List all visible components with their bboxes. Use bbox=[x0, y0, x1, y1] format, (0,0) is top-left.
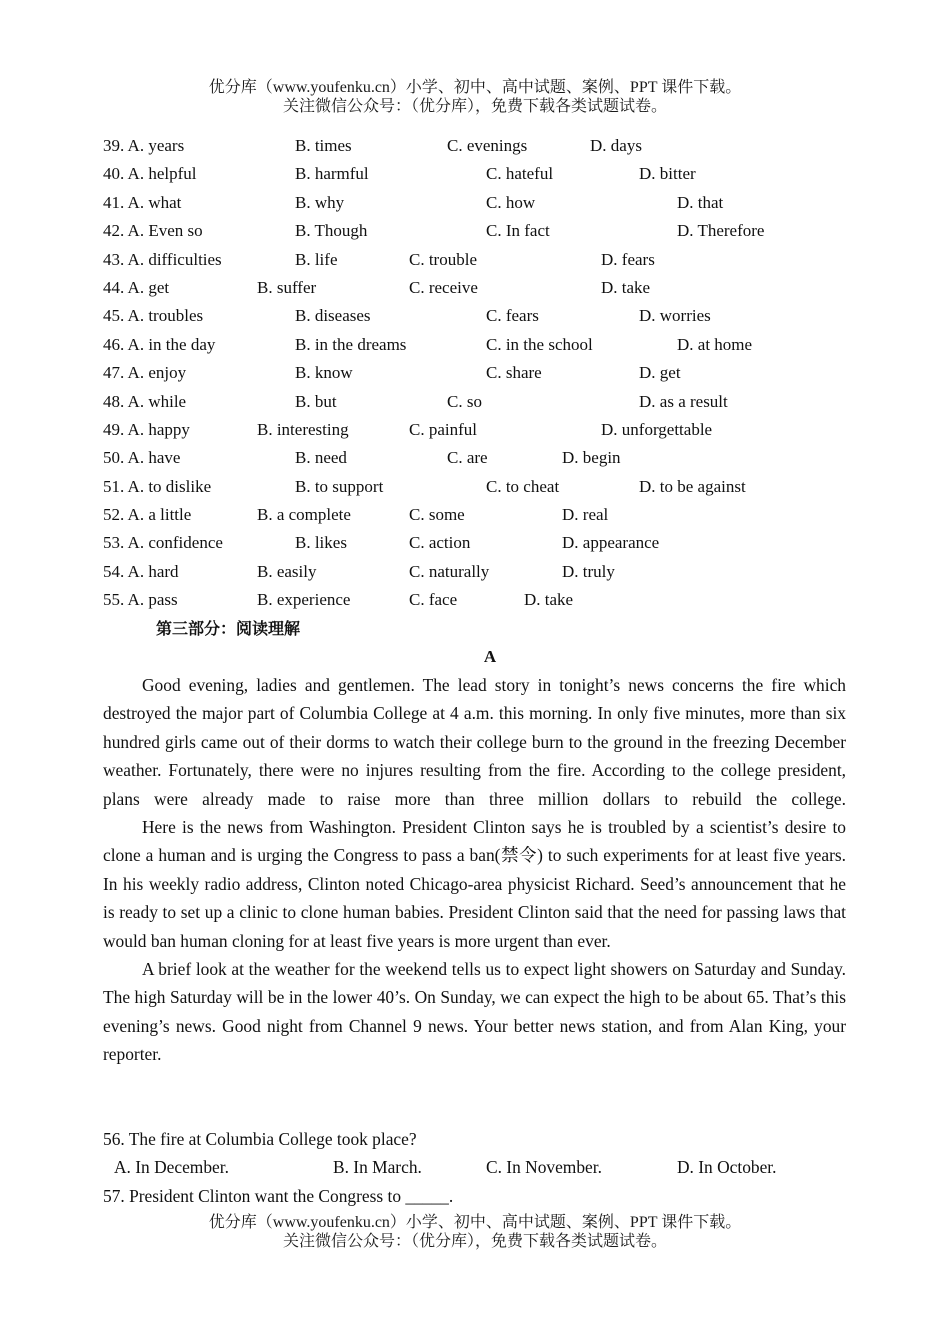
cloze-option-b: B. easily bbox=[257, 561, 317, 581]
cloze-option-row bbox=[0, 302, 950, 330]
cloze-option-c: C. in the school bbox=[486, 334, 593, 354]
cloze-option-c: C. so bbox=[447, 391, 482, 411]
cloze-option-c: C. fears bbox=[486, 306, 539, 326]
question-56-options bbox=[0, 1153, 950, 1181]
cloze-option-b: B. why bbox=[295, 192, 345, 212]
cloze-option-d: D. at home bbox=[677, 334, 753, 354]
cloze-option-c: C. In fact bbox=[486, 221, 550, 241]
cloze-option-c: C. share bbox=[486, 363, 542, 383]
cloze-option-d: D. appearance bbox=[562, 533, 660, 553]
cloze-option-d: D. worries bbox=[639, 306, 711, 326]
cloze-option-row bbox=[0, 331, 950, 359]
cloze-option-a: 52. A. a little bbox=[103, 505, 192, 525]
cloze-option-a: 50. A. have bbox=[103, 448, 181, 468]
cloze-option-d: D. take bbox=[601, 277, 651, 297]
cloze-option-a: 49. A. happy bbox=[103, 419, 190, 439]
cloze-option-b: B. a complete bbox=[257, 505, 351, 525]
cloze-option-row bbox=[0, 501, 950, 529]
cloze-option-row bbox=[0, 529, 950, 557]
question-56-option-a: A. In December. bbox=[114, 1157, 229, 1177]
question-56-stem: 56. The fire at Columbia College took place? bbox=[103, 1129, 417, 1149]
cloze-option-d: D. Therefore bbox=[677, 221, 765, 241]
cloze-option-a: 46. A. in the day bbox=[103, 334, 216, 354]
cloze-options bbox=[0, 132, 950, 615]
cloze-option-a: 41. A. what bbox=[103, 192, 182, 212]
cloze-option-a: 44. A. get bbox=[103, 277, 170, 297]
header-line-2: 关注微信公众号：（优分库），免费下载各类试题试卷。 bbox=[282, 98, 667, 115]
cloze-option-row bbox=[0, 274, 950, 302]
cloze-option-b: B. suffer bbox=[257, 277, 317, 297]
cloze-option-b: B. Though bbox=[295, 221, 368, 241]
cloze-option-c: C. evenings bbox=[447, 136, 528, 155]
cloze-option-row bbox=[0, 416, 950, 444]
cloze-option-b: B. to support bbox=[295, 476, 384, 496]
cloze-option-b: B. but bbox=[295, 391, 337, 411]
cloze-option-c: C. naturally bbox=[409, 561, 490, 581]
cloze-option-a: 39. A. years bbox=[103, 136, 185, 155]
cloze-option-a: 43. A. difficulties bbox=[103, 249, 222, 269]
cloze-option-c: C. how bbox=[486, 192, 536, 212]
page-footer bbox=[0, 1213, 950, 1251]
page-header bbox=[0, 78, 950, 116]
cloze-option-row bbox=[0, 132, 950, 160]
cloze-option-a: 42. A. Even so bbox=[103, 221, 203, 241]
cloze-option-row bbox=[0, 359, 950, 387]
cloze-option-b: B. experience bbox=[257, 590, 351, 610]
footer-line-2: 关注微信公众号：（优分库），免费下载各类试题试卷。 bbox=[282, 1233, 667, 1250]
cloze-option-c: C. hateful bbox=[486, 164, 554, 184]
cloze-option-row bbox=[0, 473, 950, 501]
cloze-option-a: 47. A. enjoy bbox=[103, 363, 187, 383]
cloze-option-a: 53. A. confidence bbox=[103, 533, 223, 553]
cloze-option-d: D. fears bbox=[601, 249, 655, 269]
passage-paragraph-1: Good evening, ladies and gentlemen. The lead story in tonight’s news concerns the fire which destroyed the major part of Columbia College at 4 a.m. this morning. In only five minutes, more than six hundred girls came out of their dorms to watch their college burn to the ground in the freezing December weather. Fortunately, there were no injures resulting from the fire. According to the college president, plans were already made to raise more than three million dollars to rebuild the college. bbox=[103, 675, 846, 809]
cloze-option-d: D. bitter bbox=[639, 164, 696, 184]
footer-line-1: 优分库（www.youfenku.cn）小学、初中、高中试题、案例、PPT 课件下载。 bbox=[208, 1214, 742, 1231]
cloze-option-row bbox=[0, 388, 950, 416]
cloze-option-a: 51. A. to dislike bbox=[103, 476, 212, 496]
cloze-option-row bbox=[0, 189, 950, 217]
cloze-option-a: 40. A. helpful bbox=[103, 164, 197, 184]
cloze-option-c: C. trouble bbox=[409, 249, 477, 269]
cloze-option-d: D. unforgettable bbox=[601, 419, 713, 439]
cloze-option-d: D. get bbox=[639, 363, 681, 383]
cloze-option-d: D. that bbox=[677, 192, 724, 212]
cloze-option-row bbox=[0, 217, 950, 245]
question-57-stem: 57. President Clinton want the Congress to _____. bbox=[103, 1186, 454, 1206]
cloze-option-c: C. receive bbox=[409, 277, 478, 297]
cloze-option-b: B. interesting bbox=[257, 419, 349, 439]
cloze-option-row bbox=[0, 160, 950, 188]
cloze-option-a: 48. A. while bbox=[103, 391, 187, 411]
cloze-option-c: C. are bbox=[447, 448, 488, 468]
cloze-option-d: D. truly bbox=[562, 561, 615, 581]
cloze-option-c: C. action bbox=[409, 533, 471, 553]
passage bbox=[103, 671, 846, 1069]
cloze-option-d: D. begin bbox=[562, 448, 621, 468]
cloze-option-c: C. face bbox=[409, 590, 458, 610]
question-56-option-c: C. In November. bbox=[486, 1157, 602, 1177]
passage-paragraph-2: Here is the news from Washington. President Clinton says he is troubled by a scientist’s desire to clone a human and is urging the Congress to pass a ban(禁令) to such experiments for at least five years. In his weekly radio address, Clinton noted Chicago-area physicist Richard. Seed’s announcement that he is ready to set up a clinic to clone human babies. President Clinton said that the need for passing laws that would ban human cloning for at least five years is more urgent than ever. bbox=[103, 817, 846, 951]
cloze-option-a: 55. A. pass bbox=[103, 590, 178, 610]
cloze-option-row bbox=[0, 444, 950, 472]
cloze-option-b: B. times bbox=[295, 136, 352, 155]
cloze-option-row bbox=[0, 586, 950, 614]
cloze-option-a: 54. A. hard bbox=[103, 561, 179, 581]
cloze-option-b: B. diseases bbox=[295, 306, 371, 326]
cloze-option-d: D. take bbox=[524, 590, 574, 610]
cloze-option-row bbox=[0, 558, 950, 586]
cloze-option-b: B. need bbox=[295, 448, 347, 468]
passage-paragraph-3: A brief look at the weather for the weekend tells us to expect light showers on Saturday and Sunday. The high Saturday will be in the lower 40’s. On Sunday, we can expect the high to be about 65. That’s this evening’s news. Good night from Channel 9 news. Your better news station, and from Alan King, your reporter. bbox=[103, 959, 846, 1065]
header-line-1: 优分库（www.youfenku.cn）小学、初中、高中试题、案例、PPT 课件下载。 bbox=[208, 79, 742, 96]
cloze-option-row bbox=[0, 246, 950, 274]
cloze-option-c: C. some bbox=[409, 505, 465, 525]
question-56-option-b: B. In March. bbox=[333, 1157, 422, 1177]
cloze-option-d: D. days bbox=[590, 136, 642, 155]
question-56-option-d: D. In October. bbox=[677, 1157, 777, 1177]
cloze-option-c: C. to cheat bbox=[486, 476, 560, 496]
cloze-option-d: D. real bbox=[562, 505, 609, 525]
cloze-option-b: B. harmful bbox=[295, 164, 369, 184]
passage-title: A bbox=[483, 647, 497, 666]
cloze-option-c: C. painful bbox=[409, 419, 477, 439]
cloze-option-d: D. to be against bbox=[639, 476, 746, 496]
cloze-option-b: B. life bbox=[295, 249, 338, 269]
cloze-option-a: 45. A. troubles bbox=[103, 306, 204, 326]
cloze-option-b: B. in the dreams bbox=[295, 334, 407, 354]
cloze-option-b: B. likes bbox=[295, 533, 347, 553]
cloze-option-d: D. as a result bbox=[639, 391, 728, 411]
cloze-option-b: B. know bbox=[295, 363, 353, 383]
section-title: 第三部分：阅读理解 bbox=[156, 619, 301, 638]
